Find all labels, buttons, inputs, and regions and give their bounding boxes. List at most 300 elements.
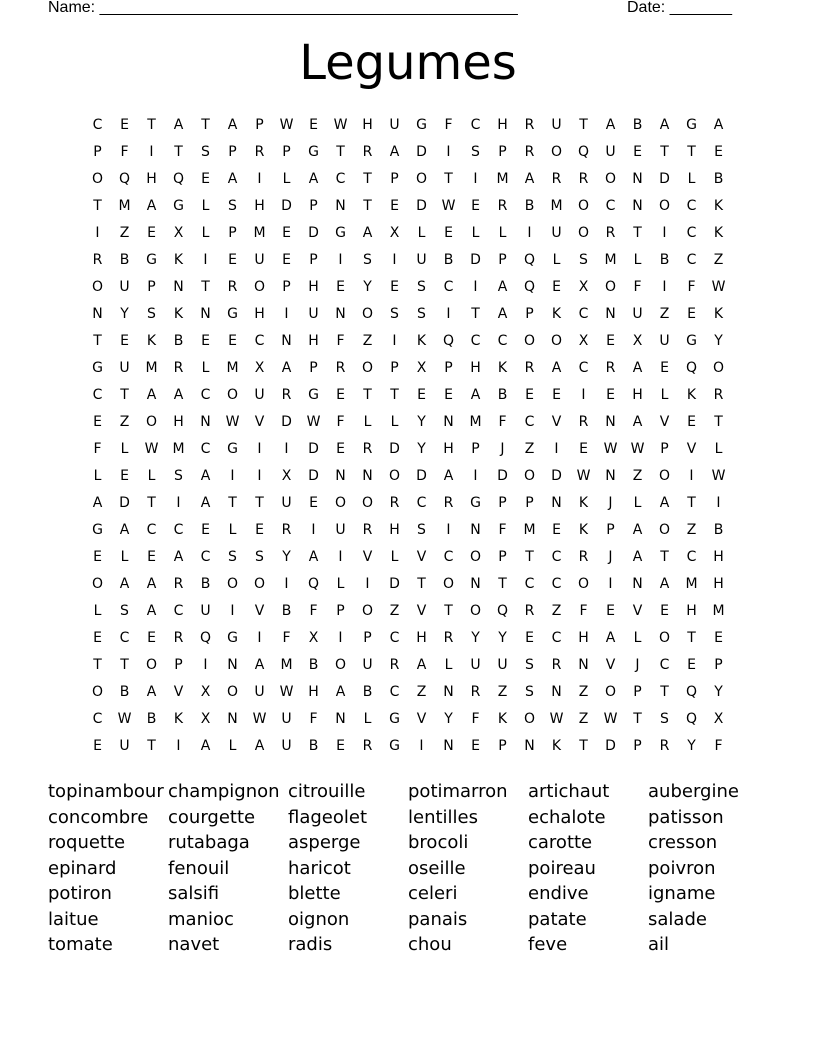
grid-letter: T xyxy=(93,656,102,673)
grid-letter: W xyxy=(549,710,564,727)
grid-letter: K xyxy=(578,521,589,538)
grid-letter: K xyxy=(551,737,562,754)
grid-letter: O xyxy=(523,467,536,484)
grid-letter: H xyxy=(308,332,319,349)
word-list-item: salsifi xyxy=(168,883,220,904)
grid-letter: R xyxy=(362,143,373,160)
grid-letter: R xyxy=(443,629,454,646)
grid-letter: A xyxy=(443,467,454,484)
grid-letter: E xyxy=(525,386,534,403)
grid-letter: H xyxy=(389,521,400,538)
grid-letter: P xyxy=(282,278,291,295)
grid-letter: C xyxy=(92,710,103,727)
grid-letter: G xyxy=(173,197,184,214)
grid-letter: R xyxy=(551,170,562,187)
grid-letter: A xyxy=(362,224,373,241)
grid-letter: R xyxy=(524,359,535,376)
grid-letter: W xyxy=(333,116,348,133)
grid-letter: N xyxy=(200,305,211,322)
grid-letter: I xyxy=(257,440,262,457)
grid-letter: H xyxy=(578,629,589,646)
grid-letter: U xyxy=(281,737,292,754)
grid-letter: C xyxy=(578,305,589,322)
grid-letter: O xyxy=(253,278,266,295)
grid-letter: E xyxy=(228,332,237,349)
grid-letter: T xyxy=(363,170,372,187)
grid-letter: E xyxy=(201,332,210,349)
grid-letter: Q xyxy=(172,170,185,187)
grid-letter: C xyxy=(686,197,697,214)
grid-letter: T xyxy=(579,737,588,754)
grid-letter: W xyxy=(279,683,294,700)
grid-letter: Q xyxy=(523,251,536,268)
grid-letter: G xyxy=(227,629,238,646)
grid-letter: G xyxy=(308,143,319,160)
grid-letter: I xyxy=(338,251,343,268)
grid-letter: G xyxy=(389,710,400,727)
grid-letter: E xyxy=(336,440,345,457)
grid-letter: R xyxy=(605,224,616,241)
grid-letter: U xyxy=(551,224,562,241)
grid-letter: S xyxy=(660,710,669,727)
grid-letter: L xyxy=(417,224,426,241)
grid-letter: H xyxy=(416,629,427,646)
grid-letter: O xyxy=(523,710,536,727)
grid-letter: C xyxy=(416,494,427,511)
grid-letter: Z xyxy=(659,305,670,322)
grid-letter: S xyxy=(525,683,534,700)
word-list-item: echalote xyxy=(528,806,606,828)
grid-letter: T xyxy=(444,170,453,187)
word-list xyxy=(48,779,768,958)
grid-letter: L xyxy=(498,224,507,241)
grid-letter: I xyxy=(527,224,532,241)
grid-letter: E xyxy=(552,521,561,538)
grid-letter: M xyxy=(550,197,563,214)
grid-letter: C xyxy=(254,332,265,349)
grid-letter: O xyxy=(361,305,374,322)
grid-letter: K xyxy=(578,494,589,511)
grid-letter: E xyxy=(390,278,399,295)
grid-letter: S xyxy=(147,305,156,322)
word-list-item: blette xyxy=(288,883,341,904)
grid-letter: Q xyxy=(496,602,509,619)
grid-letter: T xyxy=(363,197,372,214)
grid-letter: R xyxy=(173,359,184,376)
grid-letter: R xyxy=(389,494,400,511)
grid-letter: B xyxy=(173,332,184,349)
grid-letter: G xyxy=(335,224,346,241)
grid-letter: D xyxy=(389,575,400,592)
grid-letter: Q xyxy=(685,710,698,727)
grid-letter: I xyxy=(284,575,289,592)
grid-letter: G xyxy=(308,386,319,403)
grid-letter: C xyxy=(551,629,562,646)
grid-letter: K xyxy=(173,305,184,322)
grid-letter: N xyxy=(227,710,238,727)
grid-letter: W xyxy=(252,710,267,727)
grid-letter: A xyxy=(146,602,157,619)
grid-letter: V xyxy=(551,413,562,430)
grid-letter: R xyxy=(281,521,292,538)
grid-letter: P xyxy=(498,548,507,565)
word-list-item: igname xyxy=(648,883,716,904)
grid-letter: Y xyxy=(120,305,129,322)
grid-letter: O xyxy=(577,575,590,592)
grid-letter: A xyxy=(605,629,616,646)
grid-letter: U xyxy=(254,251,265,268)
grid-letter: C xyxy=(551,548,562,565)
grid-letter: T xyxy=(579,116,588,133)
grid-letter: A xyxy=(308,548,319,565)
grid-letter: N xyxy=(335,710,346,727)
grid-letter: R xyxy=(470,683,481,700)
grid-letter: Y xyxy=(417,440,426,457)
grid-letter: S xyxy=(201,143,210,160)
grid-letter: R xyxy=(173,575,184,592)
grid-letter: V xyxy=(686,440,697,457)
grid-letter: O xyxy=(226,575,239,592)
grid-letter: N xyxy=(632,575,643,592)
grid-letter: E xyxy=(687,656,696,673)
grid-letter: R xyxy=(605,359,616,376)
grid-letter: A xyxy=(227,116,238,133)
grid-letter: L xyxy=(282,170,291,187)
word-list-item: laitue xyxy=(48,908,99,930)
grid-letter: G xyxy=(686,116,697,133)
grid-letter: L xyxy=(201,197,210,214)
grid-letter: I xyxy=(446,305,451,322)
grid-letter: T xyxy=(687,629,696,646)
grid-letter: X xyxy=(389,224,400,241)
grid-letter: K xyxy=(713,305,724,322)
grid-letter: F xyxy=(309,710,318,727)
grid-letter: N xyxy=(605,305,616,322)
grid-letter: W xyxy=(630,440,645,457)
grid-letter: P xyxy=(255,116,264,133)
grid-letter: K xyxy=(497,359,508,376)
word-list-item: poivron xyxy=(648,857,716,879)
grid-letter: W xyxy=(144,440,159,457)
grid-letter: U xyxy=(308,305,319,322)
grid-letter: A xyxy=(200,737,211,754)
grid-letter: D xyxy=(308,440,319,457)
grid-letter: B xyxy=(659,251,670,268)
grid-letter: W xyxy=(441,197,456,214)
grid-letter: W xyxy=(279,116,294,133)
grid-letter: D xyxy=(308,467,319,484)
grid-letter: E xyxy=(120,467,129,484)
grid-letter: A xyxy=(497,278,508,295)
grid-letter: P xyxy=(228,143,237,160)
grid-letter: D xyxy=(416,197,427,214)
grid-letter: H xyxy=(686,602,697,619)
grid-letter: R xyxy=(254,143,265,160)
grid-letter: G xyxy=(227,305,238,322)
grid-letter: G xyxy=(92,521,103,538)
grid-letter: X xyxy=(308,629,319,646)
grid-letter: I xyxy=(473,278,478,295)
grid-letter: K xyxy=(416,332,427,349)
grid-letter: V xyxy=(605,656,616,673)
grid-letter: S xyxy=(174,467,183,484)
grid-letter: H xyxy=(632,386,643,403)
grid-letter: U xyxy=(254,683,265,700)
grid-letter: T xyxy=(687,143,696,160)
grid-letter: N xyxy=(605,413,616,430)
grid-letter: M xyxy=(226,359,239,376)
grid-letter: I xyxy=(257,467,262,484)
grid-letter: P xyxy=(498,143,507,160)
grid-letter: F xyxy=(633,278,642,295)
grid-letter: R xyxy=(524,116,535,133)
grid-letter: Q xyxy=(442,332,455,349)
word-list-item: ail xyxy=(648,934,670,955)
grid-letter: A xyxy=(308,170,319,187)
grid-letter: D xyxy=(119,494,130,511)
word-list-item: epinard xyxy=(48,857,117,879)
grid-letter: R xyxy=(362,521,373,538)
grid-letter: U xyxy=(281,494,292,511)
grid-letter: F xyxy=(444,116,453,133)
grid-letter: D xyxy=(497,467,508,484)
grid-letter: X xyxy=(713,710,724,727)
grid-letter: E xyxy=(309,116,318,133)
grid-letter: I xyxy=(365,575,370,592)
grid-letter: V xyxy=(416,548,427,565)
grid-letter: K xyxy=(173,710,184,727)
grid-letter: X xyxy=(200,683,211,700)
grid-letter: Y xyxy=(282,548,291,565)
grid-letter: M xyxy=(118,197,131,214)
grid-letter: H xyxy=(713,575,724,592)
grid-letter: T xyxy=(444,602,453,619)
grid-letter: Z xyxy=(497,683,508,700)
grid-letter: Z xyxy=(119,224,130,241)
grid-letter: C xyxy=(551,575,562,592)
grid-letter: C xyxy=(389,629,400,646)
grid-letter: E xyxy=(93,548,102,565)
grid-letter: N xyxy=(92,305,103,322)
grid-letter: C xyxy=(686,548,697,565)
word-list-item: brocoli xyxy=(408,832,469,853)
grid-letter: G xyxy=(146,251,157,268)
page-title: Legumes xyxy=(299,35,517,91)
grid-letter: T xyxy=(660,683,669,700)
grid-letter: O xyxy=(361,359,374,376)
word-list-item: cresson xyxy=(648,832,718,853)
grid-letter: A xyxy=(200,494,211,511)
grid-letter: T xyxy=(93,332,102,349)
grid-letter: F xyxy=(93,440,102,457)
grid-letter: I xyxy=(311,521,316,538)
grid-letter: T xyxy=(120,656,129,673)
grid-letter: N xyxy=(551,494,562,511)
grid-letter: F xyxy=(309,602,318,619)
grid-letter: S xyxy=(417,521,426,538)
grid-letter: R xyxy=(443,494,454,511)
grid-letter: H xyxy=(362,116,373,133)
grid-letter: A xyxy=(389,143,400,160)
grid-letter: L xyxy=(201,224,210,241)
grid-letter: X xyxy=(281,467,292,484)
grid-letter: N xyxy=(227,656,238,673)
grid-letter: Z xyxy=(578,683,589,700)
grid-letter: L xyxy=(471,224,480,241)
word-list-item: citrouille xyxy=(288,781,366,802)
grid-letter: I xyxy=(338,548,343,565)
grid-letter: H xyxy=(146,170,157,187)
grid-letter: L xyxy=(228,737,237,754)
grid-letter: V xyxy=(254,413,265,430)
grid-letter: T xyxy=(336,143,345,160)
grid-letter: E xyxy=(660,602,669,619)
grid-letter: T xyxy=(93,197,102,214)
grid-letter: V xyxy=(254,602,265,619)
grid-letter: K xyxy=(173,251,184,268)
grid-letter: R xyxy=(578,170,589,187)
grid-letter: W xyxy=(306,413,321,430)
grid-letter: P xyxy=(633,683,642,700)
grid-letter: Z xyxy=(632,467,643,484)
grid-letter: B xyxy=(200,575,211,592)
grid-letter: A xyxy=(605,116,616,133)
grid-letter: V xyxy=(416,602,427,619)
grid-letter: I xyxy=(581,386,586,403)
grid-letter: P xyxy=(309,359,318,376)
grid-letter: B xyxy=(713,521,724,538)
grid-letter: L xyxy=(120,440,129,457)
grid-letter: P xyxy=(498,737,507,754)
grid-letter: I xyxy=(662,278,667,295)
grid-letter: T xyxy=(147,494,156,511)
grid-letter: F xyxy=(579,602,588,619)
word-list-item: topinambour xyxy=(48,781,164,802)
grid-letter: C xyxy=(389,683,400,700)
grid-letter: E xyxy=(390,197,399,214)
grid-letter: Z xyxy=(686,521,697,538)
grid-letter: F xyxy=(120,143,129,160)
grid-letter: K xyxy=(713,224,724,241)
grid-letter: P xyxy=(282,143,291,160)
grid-letter: N xyxy=(335,305,346,322)
grid-letter: E xyxy=(606,332,615,349)
grid-letter: D xyxy=(281,413,292,430)
grid-letter: Y xyxy=(714,683,723,700)
grid-letter: O xyxy=(361,494,374,511)
grid-letter: O xyxy=(91,278,104,295)
grid-letter: W xyxy=(225,413,240,430)
grid-letter: X xyxy=(632,332,643,349)
grid-letter: B xyxy=(443,251,454,268)
grid-letter: R xyxy=(227,278,238,295)
grid-letter: B xyxy=(713,170,724,187)
grid-letter: S xyxy=(471,143,480,160)
grid-letter: H xyxy=(713,548,724,565)
grid-letter: B xyxy=(119,683,130,700)
grid-letter: P xyxy=(498,251,507,268)
grid-letter: P xyxy=(606,521,615,538)
grid-letter: A xyxy=(119,521,130,538)
word-list-item: radis xyxy=(288,934,333,955)
grid-letter: I xyxy=(257,629,262,646)
word-list-item: oseille xyxy=(408,857,466,879)
grid-letter: Q xyxy=(118,170,131,187)
grid-letter: T xyxy=(147,737,156,754)
grid-letter: S xyxy=(417,278,426,295)
grid-letter: Q xyxy=(199,629,212,646)
grid-letter: O xyxy=(658,521,671,538)
grid-letter: I xyxy=(230,467,235,484)
grid-letter: L xyxy=(687,170,696,187)
grid-letter: O xyxy=(415,170,428,187)
grid-letter: T xyxy=(660,143,669,160)
grid-letter: U xyxy=(254,386,265,403)
grid-letter: Q xyxy=(307,575,320,592)
grid-letter: O xyxy=(253,575,266,592)
grid-letter: L xyxy=(552,251,561,268)
grid-letter: C xyxy=(335,170,346,187)
grid-letter: S xyxy=(228,197,237,214)
grid-letter: N xyxy=(551,683,562,700)
grid-letter: Z xyxy=(713,251,724,268)
grid-letter: P xyxy=(363,629,372,646)
grid-letter: O xyxy=(523,332,536,349)
grid-letter: H xyxy=(173,413,184,430)
grid-letter: C xyxy=(686,224,697,241)
grid-letter: C xyxy=(200,386,211,403)
grid-letter: Z xyxy=(416,683,427,700)
grid-letter: I xyxy=(554,440,559,457)
grid-letter: E xyxy=(282,251,291,268)
grid-letter: T xyxy=(228,494,237,511)
grid-letter: L xyxy=(444,656,453,673)
grid-letter: O xyxy=(550,332,563,349)
grid-letter: I xyxy=(473,170,478,187)
grid-letter: O xyxy=(604,683,617,700)
grid-letter: R xyxy=(713,386,724,403)
grid-letter: U xyxy=(659,332,670,349)
grid-letter: I xyxy=(230,602,235,619)
grid-letter: S xyxy=(417,305,426,322)
grid-letter: N xyxy=(578,656,589,673)
grid-letter: A xyxy=(173,116,184,133)
grid-letter: G xyxy=(470,494,481,511)
grid-letter: M xyxy=(253,224,266,241)
grid-letter: N xyxy=(335,467,346,484)
grid-letter: O xyxy=(604,278,617,295)
grid-letter: A xyxy=(173,386,184,403)
grid-letter: O xyxy=(91,575,104,592)
grid-letter: W xyxy=(711,467,726,484)
grid-letter: P xyxy=(525,305,534,322)
grid-letter: O xyxy=(361,602,374,619)
grid-letter: V xyxy=(173,683,184,700)
grid-letter: T xyxy=(633,224,642,241)
grid-letter: T xyxy=(471,305,480,322)
grid-letter: G xyxy=(227,440,238,457)
grid-letter: L xyxy=(93,602,102,619)
grid-letter: N xyxy=(173,278,184,295)
grid-letter: L xyxy=(228,521,237,538)
grid-letter: O xyxy=(145,656,158,673)
grid-letter: E xyxy=(687,413,696,430)
grid-letter: K xyxy=(497,710,508,727)
grid-letter: E xyxy=(471,737,480,754)
grid-letter: L xyxy=(93,467,102,484)
grid-letter: A xyxy=(119,575,130,592)
grid-letter: I xyxy=(176,737,181,754)
